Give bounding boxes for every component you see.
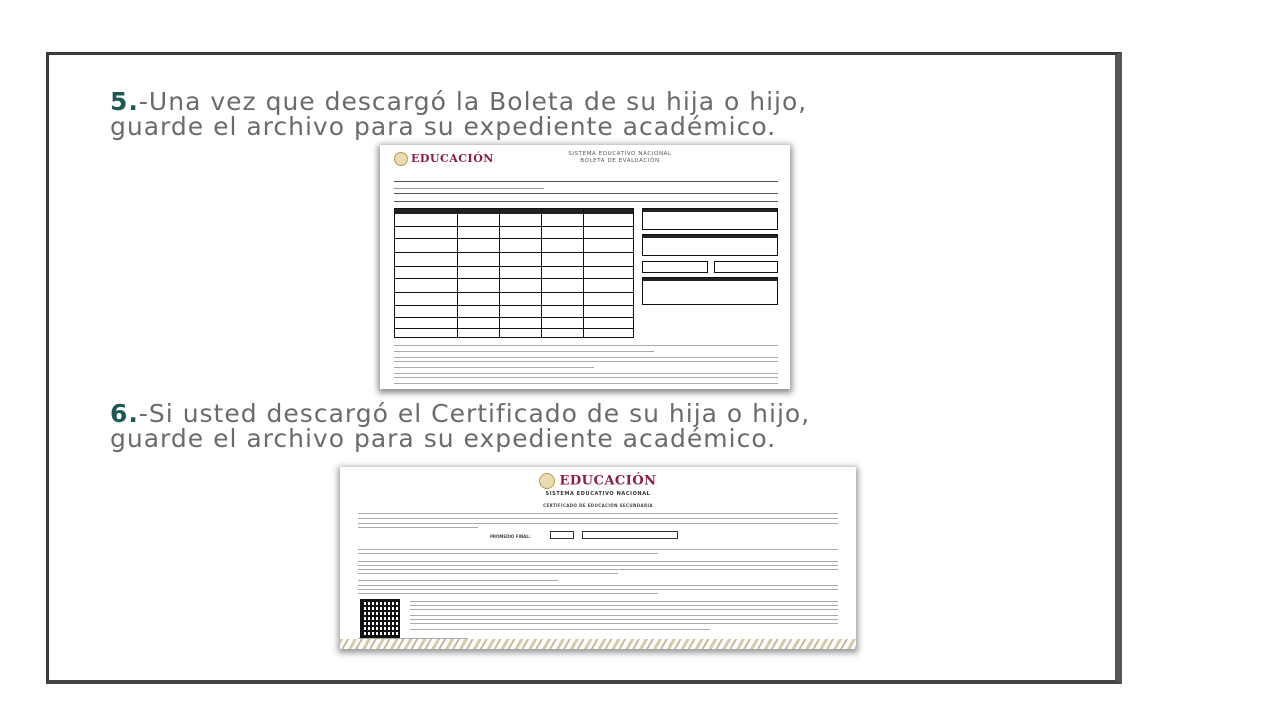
- step-6-text-line2: guarde el archivo para su expediente académico.: [110, 424, 777, 453]
- boleta-title-line2: BOLETA DE EVALUACIÓN: [580, 158, 660, 164]
- qr-code-icon: [360, 599, 400, 639]
- certificado-preview-image: [340, 467, 856, 649]
- promedio-value-box: [550, 531, 574, 539]
- step-5-text-line1: -Una vez que descargó la Boleta de su hija o hijo,: [138, 87, 808, 116]
- step-5-text-line2: guarde el archivo para su expediente académico.: [110, 112, 777, 141]
- promedio-final-label: PROMEDIO FINAL:: [490, 534, 531, 539]
- step-6-instruction: [110, 401, 810, 451]
- certificado-footer-pattern: [340, 639, 856, 649]
- promedio-words-box: [582, 531, 678, 539]
- seal-icon: [539, 473, 555, 489]
- boleta-title: [530, 151, 710, 165]
- step-5-number: 5.: [110, 87, 139, 116]
- step-6-text-line1: -Si usted descargó el Certificado de su hija o hijo,: [138, 399, 811, 428]
- step-5-instruction: [110, 89, 807, 139]
- boleta-title-line1: SISTEMA EDUCATIVO NACIONAL: [568, 151, 672, 157]
- certificado-subtitle: CERTIFICADO DE EDUCACIÓN SECUNDARIA: [543, 503, 653, 508]
- seal-icon: [394, 152, 408, 166]
- document-frame: [46, 52, 1122, 684]
- boleta-logo-text: EDUCACIÓN: [411, 152, 494, 165]
- step-6-number: 6.: [110, 399, 139, 428]
- boleta-preview-image: [380, 145, 790, 389]
- grades-table: [394, 208, 634, 338]
- certificado-title: SISTEMA EDUCATIVO NACIONAL: [545, 491, 651, 497]
- boleta-logo: [394, 152, 494, 166]
- certificado-logo: [340, 473, 856, 489]
- certificado-logo-text: EDUCACIÓN: [559, 473, 657, 489]
